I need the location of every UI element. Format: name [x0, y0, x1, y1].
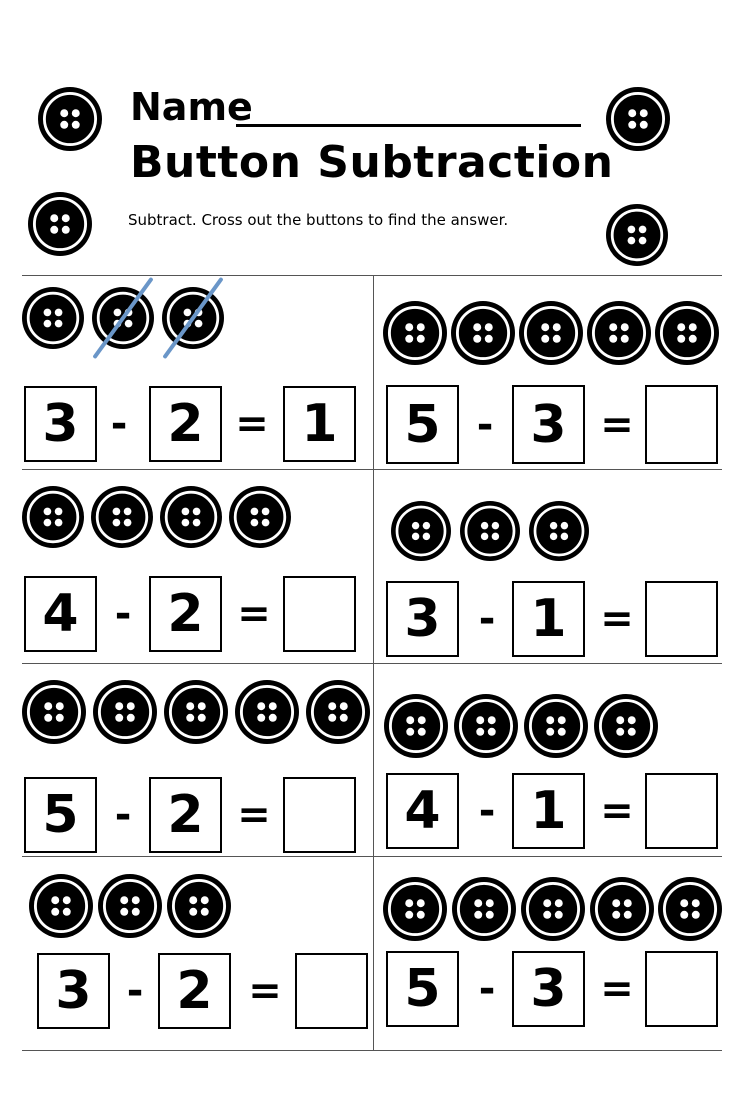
- button-icon[interactable]: [162, 287, 224, 349]
- instructions: Subtract. Cross out the buttons to find the answer.: [128, 211, 509, 229]
- minuend-box: 4: [24, 576, 97, 652]
- subtrahend-box: 3: [512, 385, 585, 464]
- grid-line: [22, 1050, 722, 1051]
- button-icon[interactable]: [521, 877, 585, 941]
- grid-divider: [373, 275, 374, 1050]
- minuend-box: 4: [386, 773, 459, 849]
- equals-sign: =: [235, 401, 269, 447]
- answer-box[interactable]: [295, 953, 368, 1029]
- button-icon[interactable]: [167, 874, 231, 938]
- corner-button-icon-top-left: [38, 87, 102, 151]
- corner-button-icon-top-right: [606, 87, 670, 151]
- button-icon[interactable]: [655, 301, 719, 365]
- button-icon[interactable]: [383, 301, 447, 365]
- button-icon[interactable]: [29, 874, 93, 938]
- subtrahend-box: 2: [158, 953, 231, 1029]
- button-icon[interactable]: [93, 680, 157, 744]
- page-title: Button Subtraction: [130, 137, 614, 188]
- minus-sign: -: [114, 792, 132, 838]
- button-icon[interactable]: [519, 301, 583, 365]
- answer-box[interactable]: [645, 951, 718, 1027]
- minus-sign: -: [478, 788, 496, 834]
- button-icon[interactable]: [383, 877, 447, 941]
- grid-line: [22, 469, 722, 470]
- button-icon[interactable]: [98, 874, 162, 938]
- equals-sign: =: [237, 591, 271, 637]
- button-icon[interactable]: [452, 877, 516, 941]
- answer-box[interactable]: [283, 777, 356, 853]
- button-icon[interactable]: [590, 877, 654, 941]
- minus-sign: -: [114, 591, 132, 637]
- minuend-box: 3: [37, 953, 110, 1029]
- minuend-box: 5: [24, 777, 97, 853]
- corner-button-icon-mid-right: [606, 204, 668, 266]
- equals-sign: =: [600, 966, 634, 1012]
- equals-sign: =: [600, 788, 634, 834]
- name-line[interactable]: [236, 124, 581, 127]
- equals-sign: =: [600, 596, 634, 642]
- grid-line: [22, 275, 722, 276]
- answer-box[interactable]: 1: [283, 386, 356, 462]
- subtrahend-box: 1: [512, 773, 585, 849]
- button-icon[interactable]: [22, 287, 84, 349]
- subtrahend-box: 2: [149, 386, 222, 462]
- minus-sign: -: [126, 968, 144, 1014]
- minus-sign: -: [476, 401, 494, 448]
- button-icon[interactable]: [391, 501, 451, 561]
- minus-sign: -: [478, 596, 496, 642]
- answer-box[interactable]: [645, 385, 718, 464]
- button-icon[interactable]: [587, 301, 651, 365]
- button-icon[interactable]: [229, 486, 291, 548]
- button-icon[interactable]: [92, 287, 154, 349]
- answer-box[interactable]: [283, 576, 356, 652]
- answer-box[interactable]: [645, 773, 718, 849]
- minuend-box: 3: [386, 581, 459, 657]
- button-icon[interactable]: [22, 486, 84, 548]
- button-icon[interactable]: [160, 486, 222, 548]
- equals-sign: =: [600, 401, 634, 448]
- grid-line: [22, 856, 722, 857]
- button-icon[interactable]: [658, 877, 722, 941]
- button-icon[interactable]: [306, 680, 370, 744]
- button-icon[interactable]: [384, 694, 448, 758]
- subtrahend-box: 3: [512, 951, 585, 1027]
- corner-button-icon-mid-left: [28, 192, 92, 256]
- button-icon[interactable]: [529, 501, 589, 561]
- button-icon[interactable]: [235, 680, 299, 744]
- button-icon[interactable]: [22, 680, 86, 744]
- button-icon[interactable]: [460, 501, 520, 561]
- minuend-box: 5: [386, 951, 459, 1027]
- equals-sign: =: [248, 968, 282, 1014]
- button-icon[interactable]: [451, 301, 515, 365]
- minus-sign: -: [110, 401, 128, 447]
- answer-box[interactable]: [645, 581, 718, 657]
- button-icon[interactable]: [524, 694, 588, 758]
- button-icon[interactable]: [454, 694, 518, 758]
- subtrahend-box: 2: [149, 777, 222, 853]
- grid-line: [22, 663, 722, 664]
- name-label: Name: [130, 85, 253, 129]
- button-icon[interactable]: [91, 486, 153, 548]
- minus-sign: -: [478, 966, 496, 1012]
- minuend-box: 5: [386, 385, 459, 464]
- subtrahend-box: 1: [512, 581, 585, 657]
- subtrahend-box: 2: [149, 576, 222, 652]
- button-icon[interactable]: [594, 694, 658, 758]
- minuend-box: 3: [24, 386, 97, 462]
- button-icon[interactable]: [164, 680, 228, 744]
- equals-sign: =: [237, 792, 271, 838]
